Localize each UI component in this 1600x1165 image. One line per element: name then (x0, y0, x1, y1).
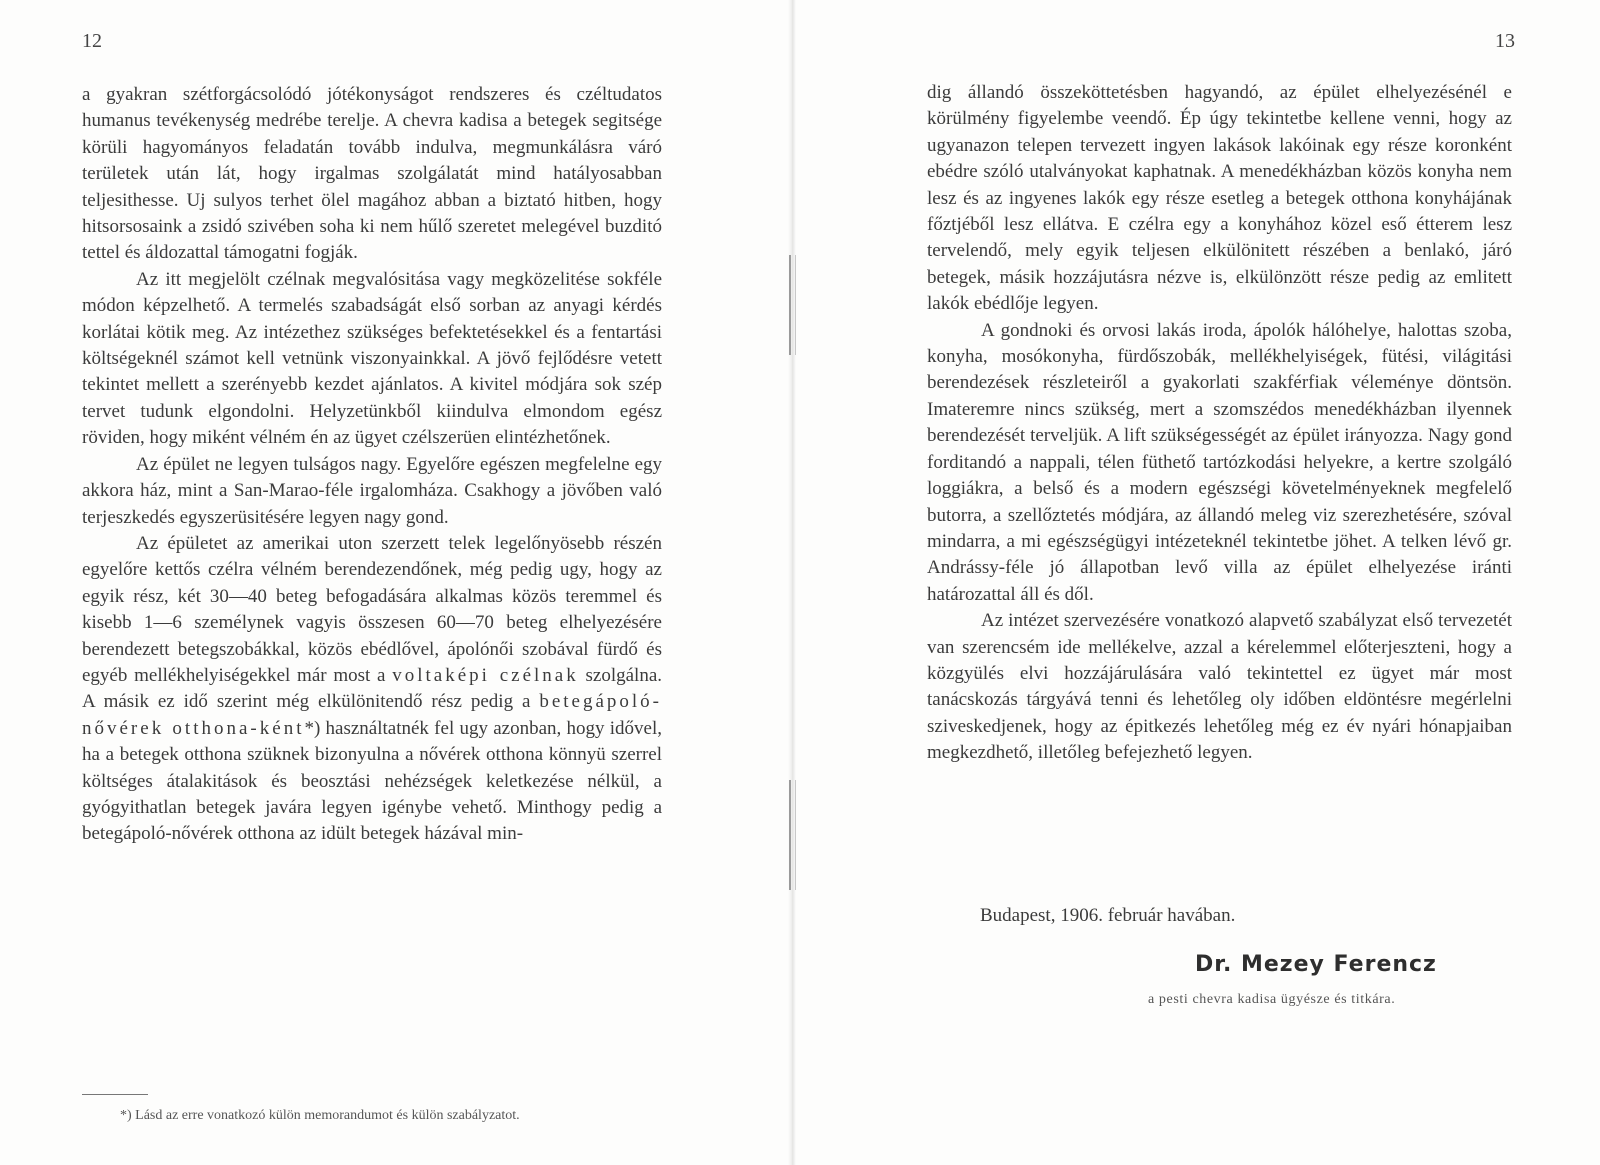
left-paragraph-1: a gyakran szétforgácsolódó jótékonyságot rendszeres és czéltudatos humanus tevékenység medrébe terelje. A chevra kadisa a betegek segitsége körüli hagyományos feladatán tovább indulva, megmunkálásra váró területek után lát, hogy irgalmas szolgálatát mind hatályosabban teljesithesse. Uj sulyos terhet ölel magához abban a biztató hitben, hogy hitsorsosaink a zsidó szivében soha ki nem hűlő szeretet melegével buzditó tettel és áldozattal támogatni fogják. (82, 84, 662, 264)
right-page-body (927, 80, 1512, 767)
signature: Dr. Mezey Ferencz (1195, 952, 1437, 977)
left-paragraph-3: Az épület ne legyen tulságos nagy. Egyelőre egészen megfelelne egy akkora ház, mint a San-Marao-féle irgalomháza. Csakhogy a jövőben való terjeszkedés egyszerüsitésére legyen nagy gond. (82, 453, 662, 528)
p4-spaced-otthona: betegápoló-nővérek otthona-ként (82, 691, 662, 739)
left-paragraph-2: Az itt megjelölt czélnak megvalósitása vagy megközelitése sokféle módon képzelhető. A termelés szabadságát első sorban az anyagi kérdés korlátai kötik meg. Az intézethez szükséges befektetésekkel és a fentartási költségeknél számot kell vetnünk viszonyainkkal. A jövő fejlődésre vetett tekintet mellett a szerényebb kezdet ajánlatos. A kivitel módjára sok szép tervet tudunk elgondolni. Helyzetünkből kiindulva elmondom egész röviden, hogy miként vélném én az ügyet czélszerüen elintézhetőnek. (82, 268, 662, 449)
left-page-body (82, 82, 662, 848)
right-paragraph-2: A gondnoki és orvosi lakás iroda, ápolók hálóhelye, halottas szoba, konyha, mosókonyha, fürdőszobák, mellékhelyiségek, fütési, világitási berendezések részleteiről a gyakorlati szakférfiak véleménye döntsön. Imateremre nincs szükség, mert a szomszédos menedékházban ilyennek berendezését terveljük. A lift szükségességét az épület irányozza. Nagy gond forditandó a nappali, télen füthető tartózkodási helyekre, a kertre szolgáló loggiákra, a belső és a modern egészségi követelményeknek megfelelő butorra, a szellőztetés módjára, az állandó meleg viz szerezhetésére, szóval mindarra, a mi egészségügyi intézeteknél tekintetbe jöhet. A telken lévő gr. Andrássy-féle jó állapotban levő villa az épület elhelyezése iránti határozattal áll és dől. (927, 319, 1512, 605)
p4-text-3: *) használtatnék fel ugy azonban, hogy idővel, ha a betegek otthona szüknek bizonyulna a nővérek otthona könnyü szerrel költséges átalakitások és beosztási nehézségek keletkezése nélkül, a gyógyithatlan betegek javára legyen igénybe vehető. Minthogy pedig a betegápoló-nővérek otthona az idült betegek házával min- (82, 717, 662, 845)
left-page-number: 12 (82, 30, 102, 52)
p4-text-1: Az épületet az amerikai uton szerzett telek legelőnyösebb részén egyelőre kettős czélra vélném berendezendőnek, még pedig ugy, hogy az egyik rész, két 30—40 beteg befogadására alkalmas közös teremmel és kisebb 1—6 személynek vagyis összesen 60—70 beteg elhelyezésére berendezett betegszobákkal, közös ebédlővel, ápolónői szobával fürdő és egyéb mellékhelyiségekkel már most a (82, 532, 662, 686)
p4-spaced-voltakepi: voltaképi czélnak (392, 664, 579, 686)
left-paragraph-4 (82, 531, 662, 848)
binding-staple-top (789, 255, 796, 355)
footnote: *) Lásd az erre vonatkozó külön memorandumot és külön szabályzatot. (120, 1108, 520, 1123)
signature-title: a pesti chevra kadisa ügyésze és titkára. (1148, 992, 1396, 1007)
right-page-number: 13 (1495, 30, 1515, 52)
right-paragraph-1: dig állandó összeköttetésben hagyandó, az épület elhelyezésénél e körülmény figyelembe veendő. Ép úgy tekintetbe kellene venni, hogy az ugyanazon telepen tervezett ingyen lakások lakóinak egy része koronként ebédre szóló utalványokat kaphatnak. A menedékházban közös konyha nem lesz és az ingyenes lakók egy része esetleg a betegek otthona konyhájának főztjéből lesz ellátva. E czélra egy a konyhához közel eső étterem lesz tervelendő, mely egyik teljesen elkülönitett részében a benlakó, járó betegek, másik hozzájutásra nézve is, elkülönzött része pedig az emlitett lakók ebédlője legyen. (927, 82, 1512, 315)
dateline: Budapest, 1906. február havában. (980, 905, 1236, 926)
book-spine (788, 0, 796, 1165)
p4-text-2: szolgálna. A másik ez idő szerint még elkülönitendő rész pedig a (82, 664, 663, 713)
right-paragraph-3: Az intézet szervezésére vonatkozó alapvető szabályzat első tervezetét van szerencsém ide mellékelve, azzal a kérelemmel előterjeszteni, hogy a közgyülés elvi hozzájárulására való tekintettel ez ügyet már most tanácskozás tárgyává tenni és lehetőleg oly időben eldöntésre megérlelni sziveskedjenek, hogy az épitkezés lehetőleg még ez év nyári hónapjaiban megkezdhető, illetőleg befejezhető legyen. (927, 610, 1512, 764)
binding-staple-bottom (789, 780, 796, 890)
footnote-rule (82, 1094, 148, 1095)
